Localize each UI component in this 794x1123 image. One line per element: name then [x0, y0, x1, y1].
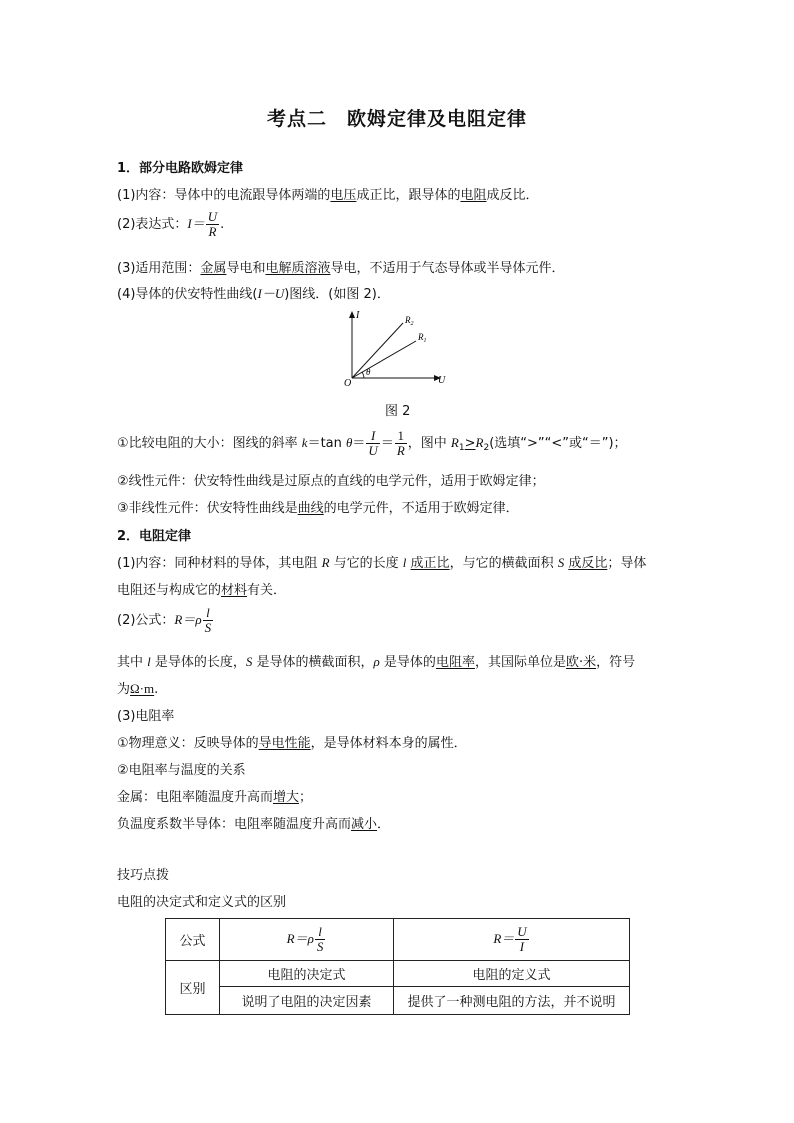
answer-comparison: > — [464, 436, 476, 451]
table-row — [166, 961, 630, 987]
comparison-table — [165, 918, 630, 1015]
text: (1)内容：同种材料的导体，其电阻 — [117, 556, 322, 571]
table-cell: 说明了电阻的决定因素 — [220, 987, 394, 1015]
denominator: S — [316, 939, 324, 954]
table-cell: 公式 — [166, 919, 220, 961]
formula-lhs: R＝ — [493, 931, 515, 946]
symbol-rho: ρ — [373, 654, 380, 669]
resistivity-temperature: ②电阻率与温度的关系 — [117, 763, 246, 778]
text: (4)导体的伏安特性曲线( — [117, 287, 258, 302]
r2-letter: R — [405, 315, 411, 325]
ohm-expression — [117, 210, 224, 239]
symbol-rho: ρ — [307, 931, 314, 946]
r1-label — [417, 332, 427, 344]
text: 导电和 — [226, 261, 266, 276]
ohm-scope — [117, 257, 564, 276]
numerator: l — [315, 925, 326, 940]
resistivity-meaning — [117, 732, 467, 751]
line-r2 — [352, 323, 403, 378]
table-cell — [220, 919, 394, 961]
fraction-u-over-i — [515, 925, 528, 954]
table-cell: 提供了一种测电阻的方法，并不说明 — [394, 987, 630, 1015]
r1-subscript: 1 — [423, 338, 427, 344]
text: . — [154, 682, 159, 697]
iu-graph-figure — [330, 308, 460, 388]
answer-curve: 曲线 — [297, 501, 324, 516]
text: ，图中 — [407, 436, 451, 451]
numerator: l — [203, 606, 214, 621]
text: 成正比，跟导体的 — [356, 188, 461, 203]
y-axis-label: I — [356, 310, 360, 321]
text: ＝ — [352, 436, 366, 451]
text: ①比较电阻的大小：图线的斜率 — [117, 436, 302, 451]
y-axis-arrow — [349, 311, 355, 318]
text: )图线．(如图 2)． — [284, 287, 390, 302]
resistance-formula — [117, 606, 214, 635]
subscript: 2 — [483, 443, 490, 453]
formula-explanation — [117, 651, 635, 670]
text: 其中 — [117, 655, 148, 670]
text: (2)表达式： — [117, 217, 188, 232]
text: 为 — [117, 682, 131, 697]
text: 与它的长度 — [329, 556, 403, 571]
answer-voltage: 电压 — [330, 188, 357, 203]
tips-heading: 技巧点拨 — [117, 868, 170, 883]
linear-element: ②线性元件：伏安特性曲线是过原点的直线的电学元件，适用于欧姆定律； — [117, 474, 545, 489]
fraction-1-over-r — [395, 429, 407, 458]
denominator: R — [396, 443, 405, 458]
answer-electrolyte: 电解质溶液 — [265, 261, 331, 276]
symbol-s: S — [557, 555, 565, 570]
r2-label — [404, 315, 414, 327]
line-r1 — [352, 341, 416, 378]
denominator: S — [204, 620, 212, 635]
answer-resistivity: 电阻率 — [435, 655, 475, 670]
formula-lhs: R＝ — [174, 612, 196, 627]
text: ＝tan — [307, 436, 347, 451]
resistance-law-content — [117, 552, 646, 571]
table-cell: 电阻的决定式 — [220, 961, 394, 987]
fraction-u-over-r — [206, 210, 219, 239]
x-axis-label: U — [438, 375, 446, 386]
symbol-l: l — [147, 654, 151, 669]
symbol-r1: R — [450, 435, 459, 450]
tips-subheading: 电阻的决定式和定义式的区别 — [117, 895, 287, 910]
answer-unit-symbol: Ω·m — [130, 681, 155, 696]
formula-lhs: R＝ — [286, 931, 308, 946]
figure-caption: 图 2 — [385, 404, 411, 419]
text: 金属：电阻率随温度升高而 — [117, 790, 274, 805]
text: ；导体 — [607, 556, 647, 571]
page-title: 考点二 欧姆定律及电阻定律 — [266, 108, 527, 130]
r2-subscript: 2 — [410, 321, 414, 327]
semiconductor-resistivity — [117, 813, 390, 832]
symbol-k: k — [301, 435, 308, 450]
answer-decrease: 减小 — [351, 817, 378, 832]
fraction-l-over-s — [203, 606, 214, 635]
table-row — [166, 987, 630, 1015]
compare-resistance — [117, 429, 627, 458]
answer-material: 材料 — [221, 583, 248, 598]
numerator: I — [366, 429, 379, 444]
text: 的电学元件，不适用于欧姆定律． — [323, 501, 519, 516]
text: (2)公式： — [117, 613, 175, 628]
text: 是导体的长度， — [150, 655, 246, 670]
text: ，是导体材料本身的属性． — [310, 736, 467, 751]
text: 成反比． — [486, 188, 539, 203]
symbol-r2: R — [475, 435, 484, 450]
symbol-s: S — [245, 654, 253, 669]
answer-proportional: 成正比 — [410, 556, 450, 571]
formula-lhs: I＝ — [187, 216, 205, 231]
angle-label: θ — [366, 367, 371, 377]
table-cell: 区别 — [166, 961, 220, 1015]
formula-explanation-2 — [117, 678, 158, 697]
text: ①物理意义：反映导体的 — [117, 736, 259, 751]
table-cell: 电阻的定义式 — [394, 961, 630, 987]
table-row — [166, 919, 630, 961]
text: 是导体的 — [379, 655, 436, 670]
table-cell — [394, 919, 630, 961]
subscript: 1 — [458, 443, 465, 453]
text: ． — [377, 817, 391, 832]
answer-conductivity: 导电性能 — [258, 736, 311, 751]
denominator: R — [208, 224, 217, 239]
resistance-law-content-2 — [117, 579, 286, 598]
text: . — [220, 217, 225, 232]
iu-curve-text — [117, 283, 390, 302]
text: ，其国际单位是 — [474, 655, 566, 670]
symbol-r: R — [321, 555, 330, 570]
denominator: I — [519, 939, 525, 954]
denominator: U — [368, 443, 378, 458]
symbol-l: l — [402, 555, 407, 570]
answer-inverse: 成反比 — [568, 556, 608, 571]
answer-resistance: 电阻 — [460, 188, 487, 203]
fraction-i-over-u — [366, 429, 379, 458]
symbol-theta: θ — [346, 435, 353, 450]
text: ＝ — [380, 436, 394, 451]
numerator: 1 — [395, 429, 407, 444]
section-2-heading: 2．电阻定律 — [117, 529, 192, 544]
text: 导电，不适用于气态导体或半导体元件． — [330, 261, 565, 276]
metal-resistivity — [117, 786, 312, 805]
text: 电阻还与构成它的 — [117, 583, 222, 598]
text: ，符号 — [596, 655, 636, 670]
angle-arc — [362, 372, 364, 378]
section-1-heading: 1．部分电路欧姆定律 — [117, 161, 244, 176]
answer-ohm-meter: 欧·米 — [565, 655, 597, 670]
r1-letter: R — [418, 332, 424, 342]
symbol-rho: ρ — [195, 612, 202, 627]
answer-increase: 增大 — [273, 790, 300, 805]
text: (1)内容：导体中的电流跟导体两端的 — [117, 188, 331, 203]
text: (选填“>”“<”或“＝”)； — [489, 436, 627, 451]
iu-symbol: I－U — [257, 286, 285, 301]
text: ③非线性元件：伏安特性曲线是 — [117, 501, 298, 516]
answer-metal: 金属 — [200, 261, 227, 276]
fraction-l-over-s — [315, 925, 326, 954]
resistivity-heading: (3)电阻率 — [117, 709, 175, 724]
ohm-content — [117, 184, 538, 203]
text: ，与它的横截面积 — [449, 556, 558, 571]
origin-label: O — [344, 378, 352, 388]
nonlinear-element — [117, 497, 519, 516]
text: 负温度系数半导体：电阻率随温度升高而 — [117, 817, 352, 832]
numerator: U — [517, 924, 527, 939]
text: ； — [299, 790, 313, 805]
numerator: U — [207, 209, 218, 224]
text: (3)适用范围： — [117, 261, 201, 276]
text: 是导体的横截面积， — [252, 655, 374, 670]
text: 有关． — [247, 583, 287, 598]
